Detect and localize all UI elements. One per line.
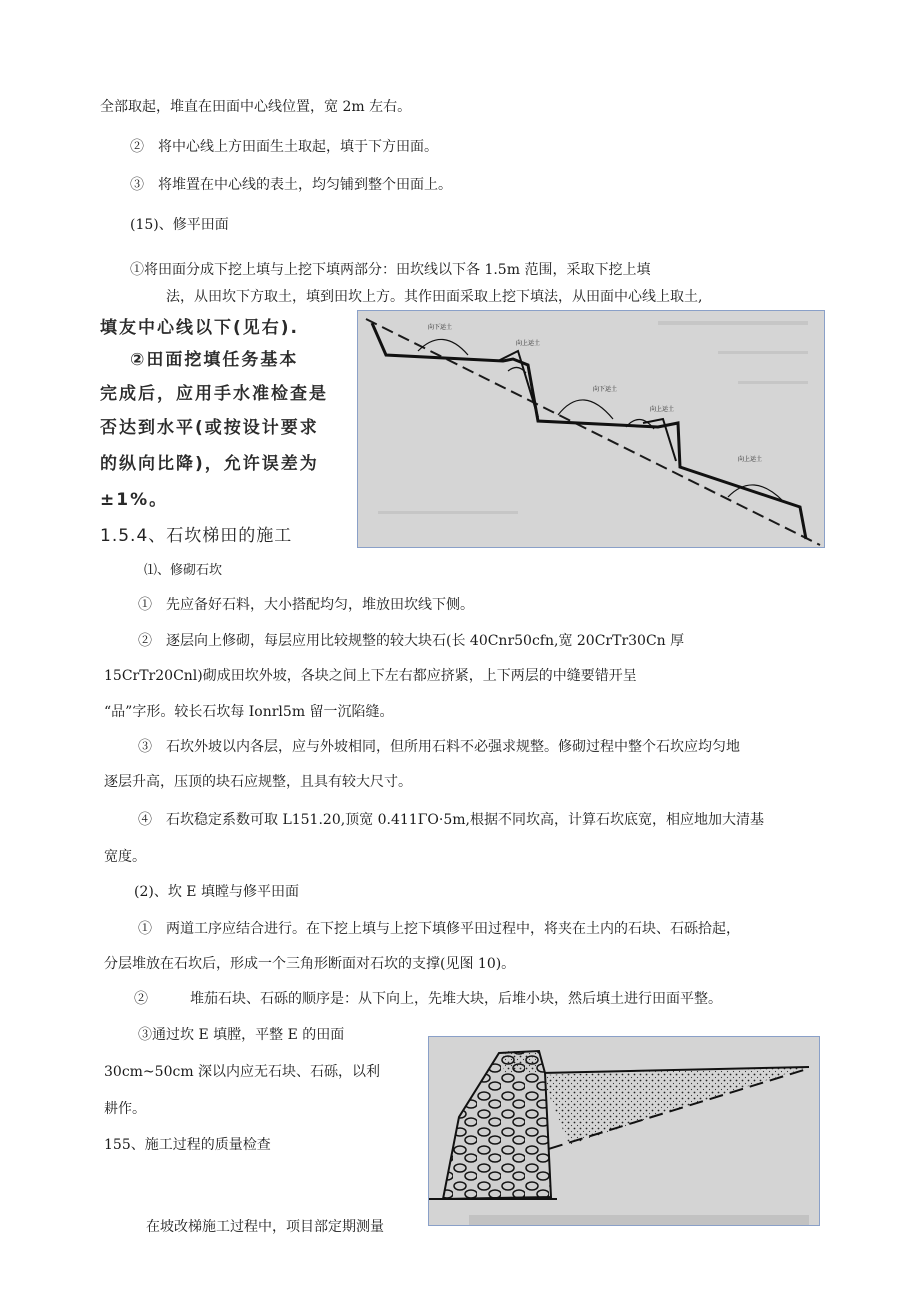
paragraph-line: 在坡改梯施工过程中，项目部定期测量 xyxy=(146,1219,384,1235)
paragraph-line: 30cm~50cm 深以内应无石块、石砾，以利 xyxy=(104,1064,381,1080)
scan-text-line: 填友中心线以下(见右). xyxy=(100,318,299,338)
scan-text-line: 完成后，应用手水准检查是 xyxy=(100,384,328,404)
paragraph-line: ② 堆茄石块、石砾的顺序是：从下向上，先堆大块，后堆小块，然后填土进行田面平整。 xyxy=(134,991,722,1007)
paragraph-line: “品”字形。较长石坎每 Ionrl5m 留一沉陷缝。 xyxy=(104,704,394,720)
figure-label: 向下运土 xyxy=(428,324,453,331)
paragraph-line: 逐层升高，压顶的块石应规整，且具有较大尺寸。 xyxy=(104,774,412,790)
stone-ridge-backfill-figure xyxy=(428,1036,820,1226)
paragraph-line: ④ 石坎稳定系数可取 L151.20,顶宽 0.411ΓO·5m,根据不同坎高，计算石坎底宽，相应地加大清基 xyxy=(138,812,764,828)
terrace-cut-fill-figure xyxy=(357,310,825,548)
scan-text-line: ±1%。 xyxy=(100,490,169,510)
subsection-heading: ⑴、修砌石坎 xyxy=(144,563,223,578)
section-heading: 155、施工过程的质量检查 xyxy=(104,1137,271,1153)
scan-text-line: ②田面挖填任务基本 xyxy=(130,350,299,370)
figure-label: 向上运土 xyxy=(650,406,675,413)
figure-label: 向上运土 xyxy=(516,340,541,347)
paragraph-line: 全部取起，堆直在田面中心线位置，宽 2m 左右。 xyxy=(100,99,412,115)
subsection-heading: (2)、坎 E 填瞠与修平田面 xyxy=(134,884,299,900)
scan-text-line: 的纵向比降)，允许误差为 xyxy=(100,454,319,474)
paragraph-line: ① 两道工序应结合进行。在下挖上填与上挖下填修平田过程中，将夹在土内的石块、石砾拾起， xyxy=(138,921,740,937)
paragraph-line: ③ 将堆置在中心线的表土，均匀铺到整个田面上。 xyxy=(130,177,452,193)
paragraph-line: ② 将中心线上方田面生土取起，填于下方田面。 xyxy=(130,139,438,155)
paragraph-line: ①将田面分成下挖上填与上挖下填两部分：田坎线以下各 1.5m 范围，采取下挖上填 xyxy=(130,262,651,278)
paragraph-line: ② 逐层向上修砌，每层应用比较规整的较大块石(长 40Cnr50cfn,宽 20CrTr30Cn 厚 xyxy=(138,633,685,649)
scan-text-line: 否达到水平(或按设计要求 xyxy=(100,418,319,438)
figure-label: 向下运土 xyxy=(593,386,618,393)
paragraph-line: ① 先应备好石料，大小搭配均匀，堆放田坎线下侧。 xyxy=(138,597,474,613)
paragraph-line: 法，从田坎下方取土，填到田坎上方。其作田面采取上挖下填法，从田面中心线上取土, xyxy=(166,289,703,305)
section-heading: 1.5.4、石坎梯田的施工 xyxy=(100,526,293,546)
paragraph-line: 分层堆放在石坎后，形成一个三角形断面对石坎的支撑(见图 10)。 xyxy=(104,956,516,972)
paragraph-line: 15CrTr20Cnl)砌成田坎外坡，各块之间上下左右都应挤紧，上下两层的中缝要错开呈 xyxy=(104,668,637,684)
paragraph-line: ③通过坎 E 填膛，平整 E 的田面 xyxy=(138,1027,345,1043)
paragraph-line: ③ 石坎外坡以内各层，应与外坡相同，但所用石料不必强求规整。修砌过程中整个石坎应均匀地 xyxy=(138,739,740,755)
section-heading: (15)、修平田面 xyxy=(130,217,229,233)
paragraph-line: 耕作。 xyxy=(104,1101,146,1117)
paragraph-line: 宽度。 xyxy=(104,849,146,865)
figure-label: 向上运土 xyxy=(738,456,763,463)
